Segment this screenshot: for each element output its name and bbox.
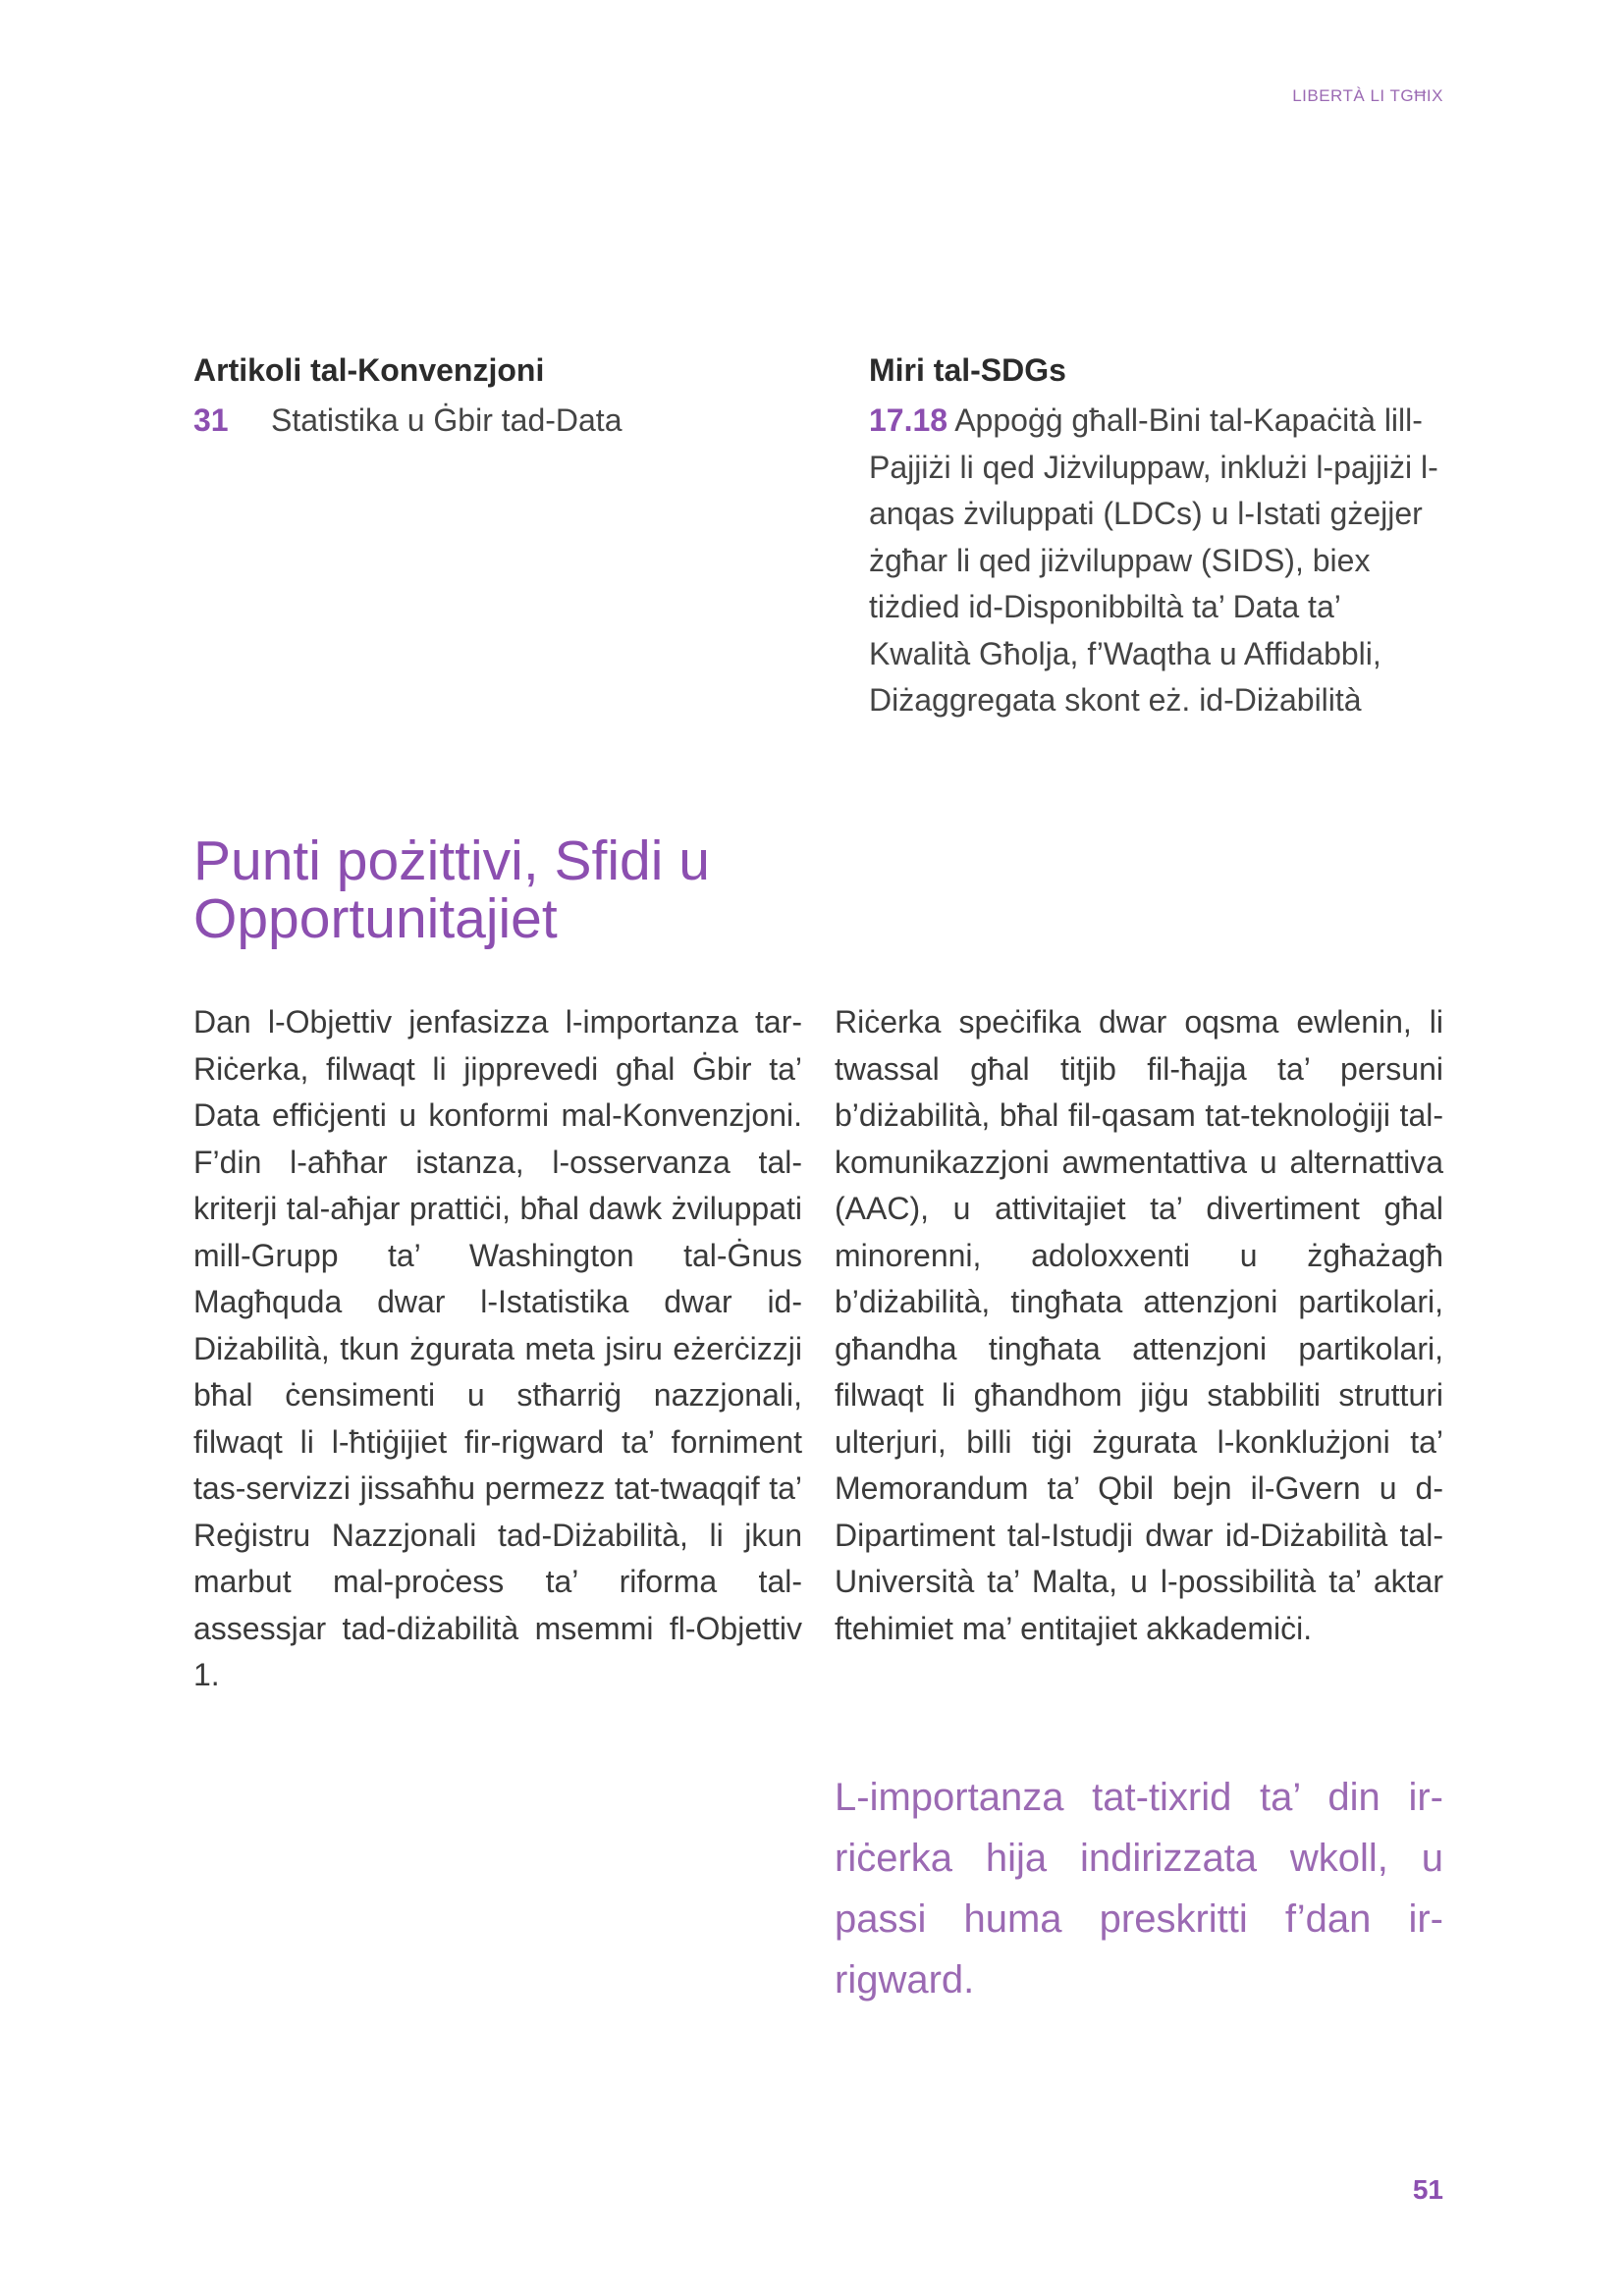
convention-article-item [193, 398, 802, 445]
convention-articles-block [193, 348, 802, 445]
article-title: Statistika u Ġbir tad-Data [271, 402, 623, 438]
page-number: 51 [1412, 2174, 1443, 2205]
convention-heading: Artikoli tal-Konvenzjoni [193, 352, 545, 388]
running-header: LIBERTÀ LI TGĦIX [1292, 86, 1443, 105]
sdg-target-text: Appoġġ għall-Bini tal-Kapaċità lill-Pajjiżi li qed Jiżviluppaw, inklużi l-pajjiżi l-anqas żviluppati (LDCs) u l-Istati gżejjer żgħar li qed jiżviluppaw (SIDS), biex tiżdied id-Disponibbiltà ta’ Data ta’ Kwalità Għolja, f’Waqtha u Affidabbli, Diżaggregata skont eż. id-Diżabilità [869, 402, 1438, 718]
article-number: 31 [193, 402, 229, 438]
pull-quote: L-importanza tat-tixrid ta’ din ir-riċerka hija indirizzata wkoll, u passi huma preskritti f’dan ir-rigward. [835, 1776, 1443, 2002]
body-paragraph-left: Dan l-Objettiv jenfasizza l-importanza tar-Riċerka, filwaqt li jipprevedi għal Ġbir ta’ Data effiċjenti u konformi mal-Konvenzjoni. F’din l-aħħar istanza, l-osservanza tal-kriterji tal-aħjar prattiċi, bħal dawk żviluppati mill-Grupp ta’ Washington tal-Ġnus Magħquda dwar l-Istatistika dwar id-Diżabilità, tkun żgurata meta jsiru eżerċizzji bħal ċensimenti u stħarriġ nazzjonali, filwaqt li l-ħtiġijiet fir-rigward ta’ forniment tas-servizzi jissaħħu permezz tat-twaqqif ta’ Reġistru Nazzjonali tad-Diżabilità, li jkun marbut mal-proċess ta’ riforma tal-assessjar tad-diżabilità msemmi fl-Objettiv 1. [193, 1004, 802, 1692]
sdg-target-item [869, 398, 1438, 724]
section-title: Punti pożittivi, Sfidi u Opportunitajiet [193, 829, 710, 950]
body-paragraph-right: Riċerka speċifika dwar oqsma ewlenin, li twassal għal titjib fil-ħajja ta’ persuni b’diżabilità, bħal fil-qasam tat-teknoloġiji tal-komunikazzjoni awmentattiva u alternattiva (AAC), u attivitajiet ta’ divertiment għal minorenni, adoloxxenti u żgħażagħ b’diżabilità, tingħata attenzjoni partikolari, għandha tingħata attenzjoni partikolari, filwaqt li għandhom jiġu stabbiliti strutturi ulterjuri, billi tiġi żgurata l-konklużjoni ta’ Memorandum ta’ Qbil bejn il-Gvern u d-Dipartiment tal-Istudji dwar id-Diżabilità tal-Università ta’ Malta, u l-possibilità ta’ aktar ftehimiet ma’ entitajiet akkademiċi. [835, 1004, 1443, 1646]
sdg-target-number: 17.18 [869, 402, 948, 438]
sdg-heading: Miri tal-SDGs [869, 352, 1066, 388]
sdg-targets-block [869, 348, 1438, 724]
